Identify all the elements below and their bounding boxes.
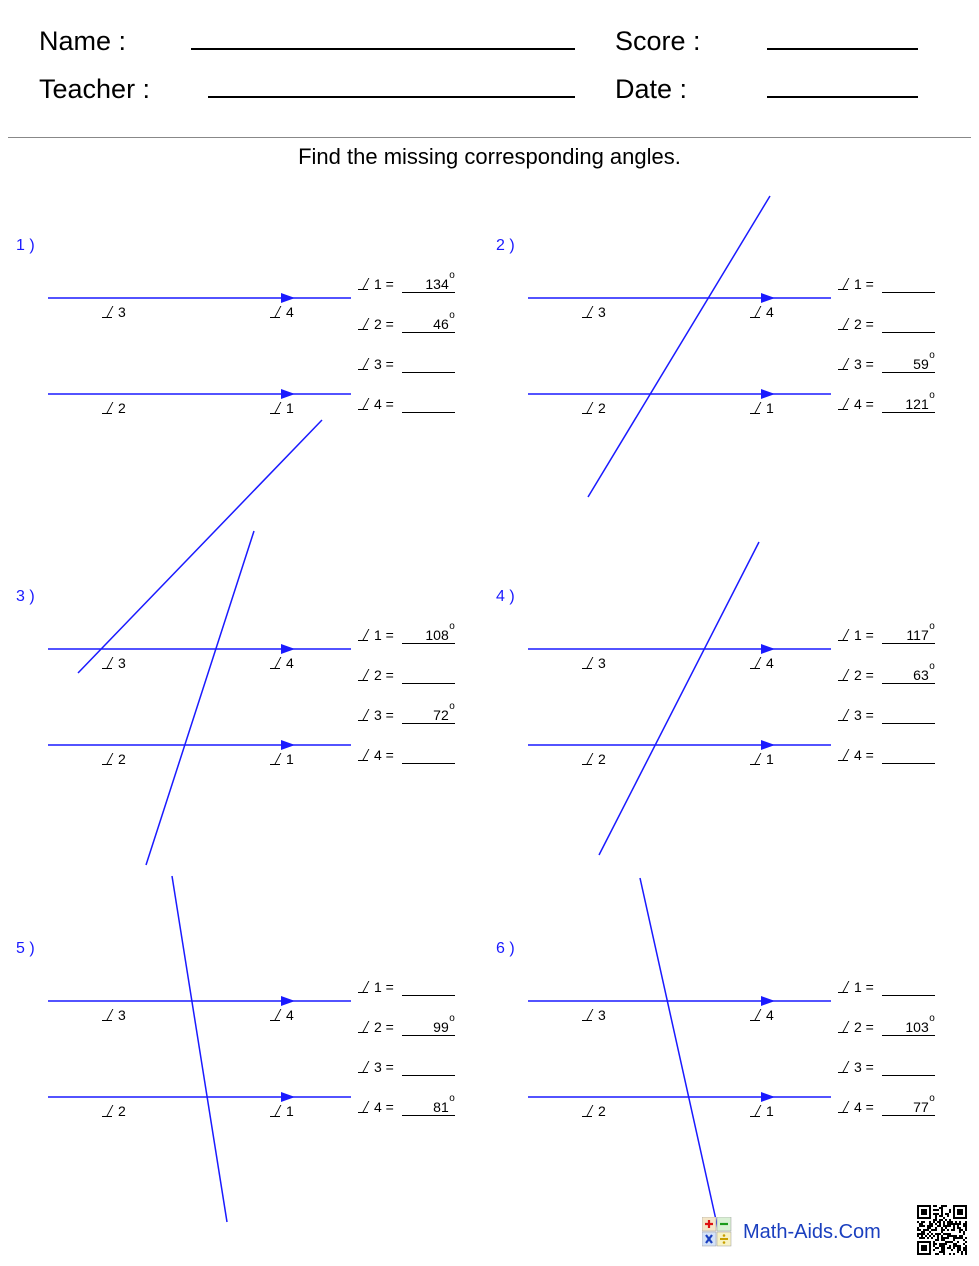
- angle-label-text: 4: [286, 304, 294, 320]
- answer-row: [838, 621, 935, 647]
- angle-icon: [358, 318, 369, 330]
- problem-5: [0, 903, 470, 1253]
- answer-blank[interactable]: [882, 979, 935, 996]
- answer-value: 103: [905, 1019, 929, 1035]
- angle-label-text: 2: [598, 1103, 606, 1119]
- angle-label-text: 1: [286, 1103, 294, 1119]
- answer-row: [358, 621, 455, 647]
- answer-name: 1 =: [374, 627, 394, 643]
- answer-blank[interactable]: [402, 701, 455, 724]
- answer-name: 2 =: [854, 316, 874, 332]
- angle-label: [582, 400, 606, 416]
- angle-label: [270, 751, 294, 767]
- answer-value: 77: [913, 1099, 929, 1115]
- arrow-icon: [761, 644, 775, 654]
- arrow-icon: [761, 996, 775, 1006]
- qr-code-icon: [917, 1205, 967, 1255]
- angle-label: [270, 400, 294, 416]
- arrow-icon: [281, 740, 295, 750]
- angle-icon: [102, 753, 113, 765]
- answer-name: 1 =: [854, 627, 874, 643]
- angle-label-text: 3: [598, 655, 606, 671]
- angle-icon: [838, 669, 849, 681]
- answer-row: [358, 667, 455, 687]
- angle-icon: [102, 1105, 113, 1117]
- angle-icon: [838, 318, 849, 330]
- answer-row: [358, 356, 455, 376]
- answer-blank[interactable]: [882, 621, 935, 644]
- angle-label: [750, 304, 774, 320]
- angle-icon: [102, 402, 113, 414]
- angle-icon: [358, 981, 369, 993]
- angle-label-text: 2: [598, 400, 606, 416]
- angle-icon: [750, 1009, 761, 1021]
- transversal-line: [588, 196, 770, 497]
- problem-number: 2 ): [496, 237, 515, 254]
- angle-icon: [270, 1105, 281, 1117]
- angle-label-text: 1: [286, 400, 294, 416]
- angle-label: [582, 304, 606, 320]
- angle-icon: [838, 1021, 849, 1033]
- degree-mark: o: [449, 701, 455, 712]
- instructions: Find the missing corresponding angles.: [298, 144, 681, 169]
- answer-value: 134: [425, 276, 449, 292]
- angle-label: [102, 751, 126, 767]
- angle-icon: [358, 398, 369, 410]
- degree-mark: o: [929, 350, 935, 361]
- answer-blank[interactable]: [882, 661, 935, 684]
- angle-label: [750, 655, 774, 671]
- answer-value: [449, 747, 455, 763]
- angle-icon: [358, 358, 369, 370]
- answer-name: 4 =: [374, 1099, 394, 1115]
- degree-mark: o: [449, 621, 455, 632]
- answer-blank[interactable]: [402, 356, 455, 373]
- arrow-icon: [761, 293, 775, 303]
- angle-label-text: 3: [598, 1007, 606, 1023]
- problem-number: 4 ): [496, 588, 515, 605]
- answer-row: [838, 276, 935, 296]
- angle-icon: [838, 398, 849, 410]
- angle-label-text: 1: [286, 751, 294, 767]
- arrow-icon: [761, 389, 775, 399]
- angle-icon: [270, 657, 281, 669]
- problem-number: 5 ): [16, 940, 35, 957]
- problem-number: 6 ): [496, 940, 515, 957]
- problem-4: [480, 551, 950, 901]
- answer-blank[interactable]: [402, 747, 455, 764]
- answer-row: [358, 396, 455, 416]
- answer-row: [358, 1013, 455, 1039]
- answer-value: [929, 979, 935, 995]
- arrow-icon: [281, 996, 295, 1006]
- angle-icon: [838, 709, 849, 721]
- answer-row: [358, 747, 455, 767]
- answer-name: 3 =: [854, 707, 874, 723]
- answer-value: [929, 747, 935, 763]
- answer-blank[interactable]: [882, 1093, 935, 1116]
- angle-label-text: 4: [766, 655, 774, 671]
- degree-mark: o: [929, 621, 935, 632]
- angle-icon: [358, 1061, 369, 1073]
- answer-name: 2 =: [374, 316, 394, 332]
- answer-value: 59: [913, 356, 929, 372]
- angle-label-text: 4: [766, 1007, 774, 1023]
- arrow-icon: [281, 1092, 295, 1102]
- answer-row: [838, 1059, 935, 1079]
- answer-row: [358, 701, 455, 727]
- angle-label: [750, 1103, 774, 1119]
- angle-icon: [582, 1105, 593, 1117]
- angle-label-text: 4: [286, 1007, 294, 1023]
- answer-blank[interactable]: [402, 1013, 455, 1036]
- answer-blank[interactable]: [402, 270, 455, 293]
- answer-name: 4 =: [374, 747, 394, 763]
- arrow-icon: [761, 1092, 775, 1102]
- angle-icon: [358, 278, 369, 290]
- arrow-icon: [281, 644, 295, 654]
- angle-icon: [838, 981, 849, 993]
- angle-label-text: 1: [766, 1103, 774, 1119]
- degree-mark: o: [449, 1013, 455, 1024]
- angle-label: [582, 751, 606, 767]
- degree-mark: o: [929, 661, 935, 672]
- problem-3: [0, 551, 470, 901]
- angle-icon: [838, 278, 849, 290]
- transversal-line: [172, 876, 227, 1222]
- angle-label: [102, 655, 126, 671]
- answer-value: [449, 356, 455, 372]
- arrow-icon: [281, 293, 295, 303]
- angle-icon: [358, 1101, 369, 1113]
- answer-name: 2 =: [854, 667, 874, 683]
- angle-label-text: 2: [598, 751, 606, 767]
- angle-label: [270, 304, 294, 320]
- angle-label: [270, 1103, 294, 1119]
- answer-value: [449, 396, 455, 412]
- angle-icon: [270, 1009, 281, 1021]
- angle-icon: [358, 669, 369, 681]
- answer-row: [838, 747, 935, 767]
- angle-label: [750, 400, 774, 416]
- angle-icon: [270, 753, 281, 765]
- transversal-line: [146, 531, 254, 865]
- answer-row: [838, 1093, 935, 1119]
- angle-label: [270, 655, 294, 671]
- angle-icon: [582, 657, 593, 669]
- angle-label: [102, 400, 126, 416]
- answer-blank[interactable]: [882, 316, 935, 333]
- answer-value: [929, 276, 935, 292]
- name-label: Name :: [39, 26, 127, 56]
- answer-blank[interactable]: [402, 979, 455, 996]
- answer-row: [838, 390, 935, 416]
- angle-label-text: 3: [118, 304, 126, 320]
- answer-row: [838, 1013, 935, 1039]
- transversal-line: [599, 542, 759, 855]
- degree-mark: o: [929, 390, 935, 401]
- answer-blank[interactable]: [402, 1093, 455, 1116]
- answer-value: [929, 1059, 935, 1075]
- degree-mark: o: [449, 1093, 455, 1104]
- angle-icon: [838, 358, 849, 370]
- answer-row: [838, 707, 935, 727]
- answer-blank[interactable]: [882, 1059, 935, 1076]
- answer-blank[interactable]: [882, 390, 935, 413]
- site-name: Math-Aids.Com: [743, 1221, 881, 1243]
- angle-label-text: 4: [766, 304, 774, 320]
- answer-blank[interactable]: [402, 396, 455, 413]
- angle-icon: [750, 306, 761, 318]
- angle-label-text: 4: [286, 655, 294, 671]
- answer-blank[interactable]: [402, 1059, 455, 1076]
- angle-icon: [358, 709, 369, 721]
- answer-value: 46: [433, 316, 449, 332]
- answer-blank[interactable]: [882, 350, 935, 373]
- answer-name: 3 =: [854, 356, 874, 372]
- answer-blank[interactable]: [882, 1013, 935, 1036]
- date-label: Date :: [615, 74, 688, 104]
- angle-icon: [838, 1061, 849, 1073]
- answer-row: [358, 979, 455, 999]
- problem-number: 3 ): [16, 588, 35, 605]
- angle-icon: [750, 657, 761, 669]
- angle-label: [750, 1007, 774, 1023]
- degree-mark: o: [929, 1093, 935, 1104]
- angle-icon: [102, 657, 113, 669]
- answer-name: 1 =: [374, 979, 394, 995]
- angle-label: [102, 1103, 126, 1119]
- teacher-label: Teacher :: [39, 74, 151, 104]
- angle-icon: [838, 629, 849, 641]
- angle-label-text: 2: [118, 1103, 126, 1119]
- angle-icon: [750, 402, 761, 414]
- angle-icon: [582, 1009, 593, 1021]
- angle-label: [582, 1007, 606, 1023]
- teacher-field[interactable]: [208, 96, 575, 98]
- answer-name: 3 =: [374, 356, 394, 372]
- angle-icon: [358, 629, 369, 641]
- degree-mark: o: [449, 270, 455, 281]
- answer-value: [449, 667, 455, 683]
- angle-icon: [750, 753, 761, 765]
- answer-value: 81: [433, 1099, 449, 1115]
- score-label: Score :: [615, 26, 701, 56]
- answer-row: [838, 350, 935, 376]
- arrow-icon: [761, 740, 775, 750]
- degree-mark: o: [929, 1013, 935, 1024]
- answer-blank[interactable]: [402, 667, 455, 684]
- transversal-line: [640, 878, 718, 1229]
- angle-label-text: 1: [766, 400, 774, 416]
- answer-name: 2 =: [854, 1019, 874, 1035]
- problem-2: [480, 200, 950, 550]
- answer-row: [838, 316, 935, 336]
- angle-icon: [838, 1101, 849, 1113]
- answer-row: [838, 979, 935, 999]
- answer-blank[interactable]: [882, 707, 935, 724]
- answer-name: 1 =: [374, 276, 394, 292]
- answer-row: [358, 310, 455, 336]
- answer-blank[interactable]: [402, 621, 455, 644]
- degree-mark: o: [449, 310, 455, 321]
- answer-value: [449, 1059, 455, 1075]
- answer-value: 108: [425, 627, 449, 643]
- angle-icon: [750, 1105, 761, 1117]
- answer-name: 3 =: [854, 1059, 874, 1075]
- answer-value: 63: [913, 667, 929, 683]
- answer-name: 3 =: [374, 1059, 394, 1075]
- answer-value: [929, 316, 935, 332]
- angle-label-text: 3: [118, 655, 126, 671]
- answer-name: 4 =: [854, 396, 874, 412]
- answer-blank[interactable]: [882, 747, 935, 764]
- angle-label-text: 3: [598, 304, 606, 320]
- angle-icon: [838, 749, 849, 761]
- angle-label-text: 2: [118, 400, 126, 416]
- answer-value: 99: [433, 1019, 449, 1035]
- answer-row: [838, 661, 935, 687]
- answer-name: 1 =: [854, 276, 874, 292]
- angle-label: [270, 1007, 294, 1023]
- angle-icon: [582, 306, 593, 318]
- name-field[interactable]: [191, 48, 575, 50]
- answer-name: 4 =: [854, 1099, 874, 1115]
- problem-number: 1 ): [16, 237, 35, 254]
- angle-label: [750, 751, 774, 767]
- answer-value: [929, 707, 935, 723]
- answer-name: 2 =: [374, 1019, 394, 1035]
- angle-label: [102, 1007, 126, 1023]
- answer-name: 2 =: [374, 667, 394, 683]
- answer-name: 1 =: [854, 979, 874, 995]
- angle-label-text: 3: [118, 1007, 126, 1023]
- answer-value: 72: [433, 707, 449, 723]
- angle-icon: [582, 753, 593, 765]
- problem-6: [480, 903, 950, 1253]
- angle-label: [582, 655, 606, 671]
- angle-icon: [270, 306, 281, 318]
- calculator-icon: [702, 1217, 732, 1247]
- arrow-icon: [281, 389, 295, 399]
- answer-row: [358, 1059, 455, 1079]
- answer-value: [449, 979, 455, 995]
- angle-label: [102, 304, 126, 320]
- answer-name: 4 =: [374, 396, 394, 412]
- angle-label: [582, 1103, 606, 1119]
- angle-icon: [358, 749, 369, 761]
- header-divider: [8, 137, 971, 138]
- answer-row: [358, 1093, 455, 1119]
- angle-icon: [270, 402, 281, 414]
- answer-name: 3 =: [374, 707, 394, 723]
- answer-value: 121: [905, 396, 929, 412]
- answer-row: [358, 270, 455, 296]
- angle-icon: [358, 1021, 369, 1033]
- problem-1: [0, 200, 470, 550]
- angle-icon: [582, 402, 593, 414]
- score-field[interactable]: [767, 48, 918, 50]
- answer-blank[interactable]: [402, 310, 455, 333]
- date-field[interactable]: [767, 96, 918, 98]
- angle-icon: [102, 1009, 113, 1021]
- angle-label-text: 1: [766, 751, 774, 767]
- angle-icon: [102, 306, 113, 318]
- answer-name: 4 =: [854, 747, 874, 763]
- angle-label-text: 2: [118, 751, 126, 767]
- answer-blank[interactable]: [882, 276, 935, 293]
- answer-value: 117: [906, 627, 929, 643]
